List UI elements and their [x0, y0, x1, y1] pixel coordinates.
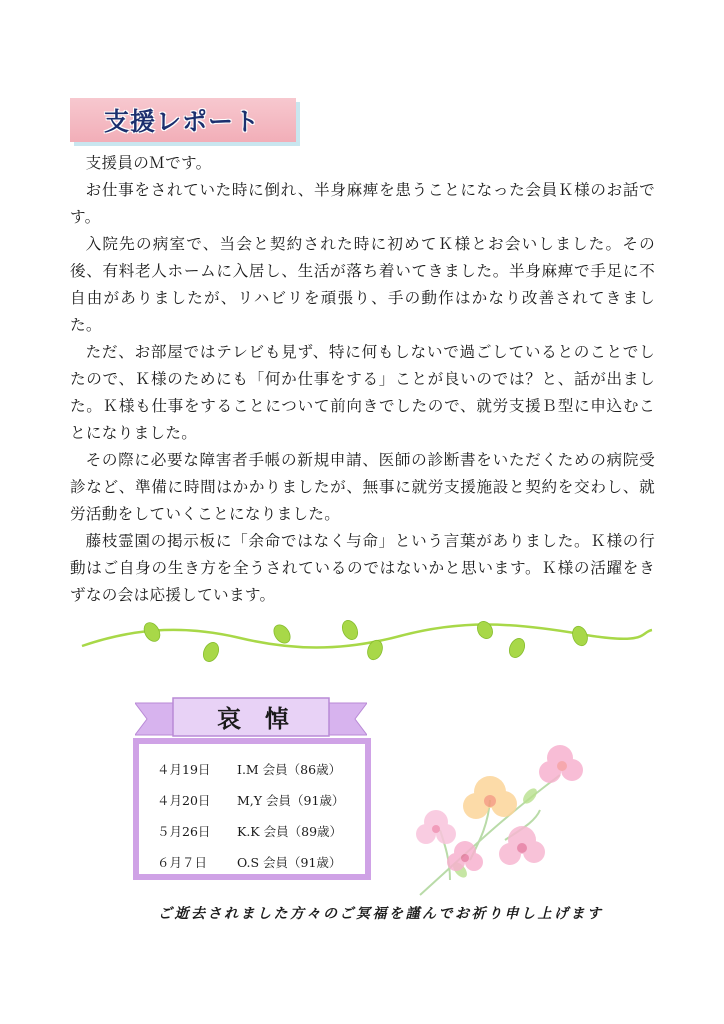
memorial-person: O.S 会員（91歳） [237, 855, 342, 870]
paragraph: ただ、お部屋ではテレビも見ず、特に何もしないで過ごしているとのことでしたので、Ｋ様のためにも「何か仕事をする」ことが良いのでは？と、話が出ました。Ｋ様も仕事をすることについて前向きでしたので、就労支援Ｂ型に申込むことになりました。 [70, 343, 655, 442]
flowers-illustration [410, 730, 620, 900]
memorial-heading: 哀悼 [217, 704, 313, 733]
paragraph: その際に必要な障害者手帳の新規申請、医師の診断書をいただくための病院受診など、準備に時間はかかりましたが、無事に就労支援施設と契約を交わし、就労活動をしていくことになりました。 [70, 451, 655, 523]
memorial-person: M,Y 会員（91歳） [237, 793, 345, 808]
memorial-date: ６月７日 [157, 855, 208, 870]
memorial-person: K.K 会員（89歳） [237, 824, 343, 839]
paragraph: 入院先の病室で、当会と契約された時に初めてＫ様とお会いしました。その後、有料老人ホームに入居し、生活が落ち着いてきました。半身麻痺で手足に不自由がありましたが、リハビリを頑張り、手の動作はかなり改善されてきました。 [70, 235, 655, 334]
memorial-entry [157, 793, 344, 824]
memorial-entry [157, 762, 344, 793]
memorial-person: I.M 会員（86歳） [237, 762, 342, 777]
vine-decoration [80, 612, 655, 667]
paragraph: お仕事をされていた時に倒れ、半身麻痺を患うことになった会員Ｋ様のお話です。 [70, 181, 655, 226]
page-title: 支援レポート [104, 107, 261, 136]
memorial-box [133, 738, 371, 880]
condolence-message: ご逝去されました方々のご冥福を謹んでお祈り申し上げます [158, 906, 604, 922]
memorial-date: ４月20日 [157, 793, 211, 808]
memorial-date: ５月26日 [157, 824, 211, 839]
report-body [70, 150, 655, 609]
memorial-entry [157, 824, 344, 855]
paragraph: 藤枝霊園の掲示板に「余命ではなく与命」という言葉がありました。Ｋ様の行動はご自身の生き方を全うされているのではないかと思います。Ｋ様の活躍をきずなの会は応援しています。 [70, 532, 655, 604]
paragraph: 支援員のＭです。 [85, 154, 212, 172]
memorial-entry [157, 855, 344, 886]
memorial-date: ４月19日 [157, 762, 211, 777]
memorial-list [157, 762, 344, 886]
